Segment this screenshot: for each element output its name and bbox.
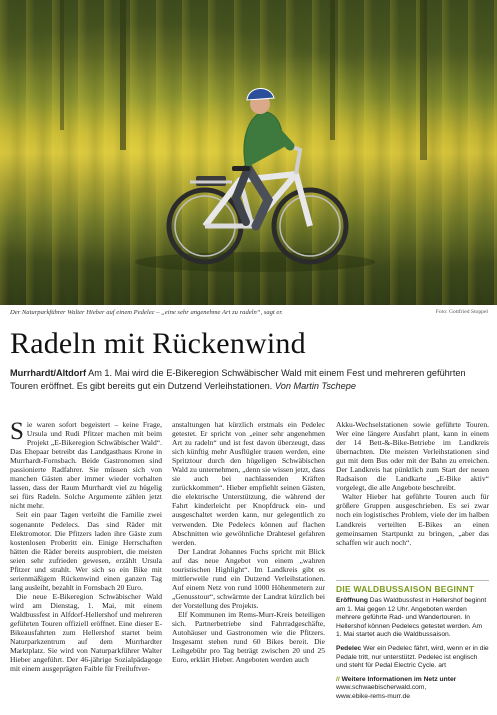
info-item: Pedelec Wer ein Pedelec fährt, wird, wenn er in die Pedale tritt, nur unterstützt. Pedelec ist englisch und steht für Pedal Electric Cycle. art <box>336 644 489 670</box>
lead-text: Am 1. Mai wird die E-Bikeregion Schwäbischer Wald mit einem Fest und mehreren geführten Touren eröffnet. Es gibt bereits gut ein Dutzend Verleihstationen. <box>10 368 466 391</box>
info-box-title: DIE WALDBUSSAISON BEGINNT <box>336 580 489 594</box>
article-column-1 <box>10 420 162 715</box>
headline: Radeln mit Rückenwind <box>10 327 306 360</box>
paragraph: Walter Hieber hat geführte Touren auch für größere Gruppen ausgeschrieben. Es sei zwar noch ein logistisches Problem, viele der im halben Landkreis verteilten E-Bikes an einen gemeinsamen Startpunkt zu bringen, „aber das schaffen wir auch noch“. <box>336 492 489 547</box>
paragraph: Seit ein paar Tagen verleiht die Familie zwei sogenannte Pedelecs. Das sind Räder mit Elektromotor. Die Pfitzers laden ihre Gäste zum kostenlosen Proberitt ein. Einige Herrschaften hätten die Räder bereits ausprobiert, die meisten seien sehr zufrieden gewesen, erzählt Ursula Pfitzer und strahlt. Wer sich so ein Bike mit serienmäßigem Rückenwind einen ganzen Tag lang ausleiht, bezahlt in Fornsbach 20 Euro. <box>10 510 162 592</box>
lead-paragraph <box>10 367 490 392</box>
info-item: Eröffnung Das Waldbussfest in Hellershof beginnt am 1. Mai gegen 12 Uhr. Angeboten werden mehrere geführte Rad- und Wandertouren. In Hellershof können Pedelecs getestet werden. Am 1. Mai startet auch die Waldbussaison. <box>336 597 487 639</box>
article-column-3 <box>336 420 489 580</box>
paragraph: Elf Kommunen im Rems-Murr-Kreis beteiligen sich. Partnerbetriebe sind Fahrradgeschäfte, Autohäuser und Gastronomen wie die Pfitzers. Insgesamt stehen rund 60 Bikes bereit. Die Leihgebühr pro Tag beträgt zwischen 20 und 25 Euro, erklärt Hieber. Angeboten werden auch <box>172 609 325 665</box>
drop-cap: S <box>10 420 24 445</box>
paragraph: Akku-Wechselstationen sowie geführte Touren. Wer eine längere Ausfahrt plant, kann in einem der 14 Bett-&-Bike-Betriebe im Landkreis übernachten. Die meisten Verleihstationen sind gut mit dem Bus oder mit der Bahn zu erreichen. Der Landkreis hat pünktlich zum Start der neuen Radsaison die Landkarte „E-Bike aktiv“ vorgelegt, die alle Angebote beschreibt. <box>336 420 489 493</box>
link-website[interactable]: www.schwaebischerwald.com, <box>336 684 427 692</box>
photo-credit: Foto: Gottfried Stoppel <box>435 309 488 315</box>
more-info: // Weitere Informationen im Netz unter www.schwaebischerwald.com, www.ebike-rems-murr.de <box>336 675 457 700</box>
dateline: Murrhardt/Altdorf <box>10 368 87 378</box>
link-website[interactable]: www.ebike-rems-murr.de <box>336 692 410 700</box>
caption-text: Der Naturparkführer Walter Hieber auf einem Pedelec – „eine sehr angenehme Art zu radeln“, sagt er. <box>10 309 283 316</box>
info-box <box>336 580 489 715</box>
paragraph: Die neue E-Bikeregion Schwäbischer Wald wird am Dienstag, 1. Mai, mit einem Waldbussfest in Alfdorf-Hellershof und mehreren geführten Touren offiziell eröffnet. Eine dieser E-Bikeausfahrten zum Hellershof startet beim Naturparkzentrum auf dem Murrhardter Marktplatz. Sie wird von Naturparkführer Walter Hieber angeführt. Der 46-jährige Sozialpädagoge mit einem ausgeprägten Faible für Freiluftver- <box>10 591 162 674</box>
paragraph: anstaltungen hat kürzlich erstmals ein Pedelec getestet. Er spricht von „einer sehr angenehmen Art zu radeln“ und ist fest davon überzeugt, dass sich künftig mehr Ausflügler trauen werden, eine Spritztour durch den hügeligen Schwäbischen Wald zu unternehmen, „denn sie wissen jetzt, dass sie auch bei nachlassenden Kräften zurückkommen“. Hieber empfiehlt seinen Gästen, die elektrische Unterstützung, die während der Fahrt kinderleicht per Knopfdruck ein- und ausgeschaltet werden kann, nur gelegentlich zu verwenden. Die Pedelecs können auf flachen Abschnitten wie gewöhnliche Drahtesel gefahren werden. <box>172 420 325 547</box>
cyclist-illustration <box>0 0 497 305</box>
photo-caption <box>10 309 488 316</box>
paragraph: Sie waren sofort begeistert – keine Frage, Ursula und Rudi Pfitzer machen mit beim Projekt „E-Bikeregion Schwäbischer Wald“. Das Ehepaar betreibt das Landgasthaus Krone in Murrhardt-Fornsbach. Beide Gastronomen sind passionierte Radfahrer. Sie müssen sich von manchen Gästen aber immer wieder vorhalten lassen, dass der Raum Murrhardt viel zu hügelig sei fürs Radeln. Solche Argumente zählen jetzt nicht mehr. <box>10 420 162 511</box>
article-photo <box>0 0 497 305</box>
double-arrow-icon: // <box>336 675 340 683</box>
paragraph: Der Landrat Johannes Fuchs spricht mit Blick auf das neue Angebot von einem „wahren touristischen Highlight“. Im Landkreis gibt es mittlerweile rund ein Dutzend Verleihstationen. Auf einem Netz von rund 1000 Höhenmetern zur „Genusstour“, schwärmte der Landrat kürzlich bei der Vorstellung des Projekts. <box>172 546 325 610</box>
article-column-2 <box>172 420 325 715</box>
author-byline: Von Martin Tschepe <box>274 380 356 391</box>
